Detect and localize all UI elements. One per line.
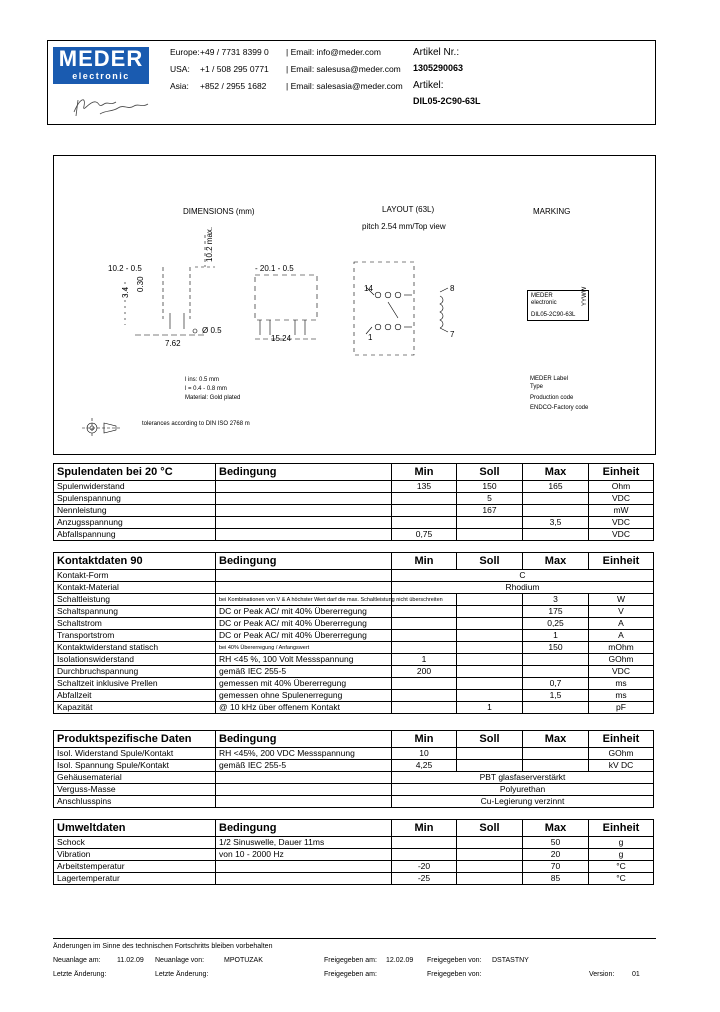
max-cell: 3 xyxy=(523,594,589,606)
dim-label: 7.62 xyxy=(165,339,181,348)
condition-cell xyxy=(216,861,392,873)
table-row xyxy=(54,642,654,654)
umweltdaten-table xyxy=(53,819,654,885)
table-row xyxy=(54,582,654,594)
dimensions-title: DIMENSIONS (mm) xyxy=(183,207,255,216)
neuanlage-label: Neuanlage am: xyxy=(53,957,101,964)
param-cell: Anzugsspannung xyxy=(54,517,216,529)
contact-email[interactable]: | Email: salesasia@meder.com xyxy=(286,81,403,91)
condition-cell: gemäß IEC 255-5 xyxy=(216,760,392,772)
max-cell xyxy=(523,493,589,505)
max-cell: 20 xyxy=(523,849,589,861)
slogan-signature-icon xyxy=(70,90,150,120)
min-cell xyxy=(392,849,457,861)
condition-cell xyxy=(216,481,392,493)
marking-legend: ENDCO-Factory code xyxy=(530,405,589,411)
max-cell xyxy=(523,702,589,714)
unit-cell: ms xyxy=(589,690,654,702)
min-cell xyxy=(392,702,457,714)
produktdaten-table xyxy=(53,730,654,808)
param-cell: Arbeitstemperatur xyxy=(54,861,216,873)
unit-cell: GOhm xyxy=(589,654,654,666)
column-header: Soll xyxy=(457,464,523,481)
pin-label: 14 xyxy=(364,284,373,293)
min-cell xyxy=(392,837,457,849)
unit-cell: VDC xyxy=(589,517,654,529)
table-row xyxy=(54,784,654,796)
version-value: 01 xyxy=(632,971,640,978)
contact-email[interactable]: | Email: salesusa@meder.com xyxy=(286,64,401,74)
param-cell: Vibration xyxy=(54,849,216,861)
value-cell: PBT glasfaserverstärkt xyxy=(392,772,654,784)
unit-cell: mW xyxy=(589,505,654,517)
max-cell: 1,5 xyxy=(523,690,589,702)
layout-title: LAYOUT (63L) xyxy=(382,205,435,214)
condition-cell: DC or Peak AC/ mit 40% Übererregung xyxy=(216,606,392,618)
table-row xyxy=(54,666,654,678)
min-cell xyxy=(392,493,457,505)
dim-label: 3.4 xyxy=(121,286,130,298)
unit-cell: g xyxy=(589,849,654,861)
condition-cell xyxy=(216,517,392,529)
pin-label: 8 xyxy=(450,284,455,293)
column-header: Bedingung xyxy=(216,731,392,748)
max-cell xyxy=(523,654,589,666)
column-header: Max xyxy=(523,553,589,570)
dim-label: 10.2 - 0.5 xyxy=(108,264,142,273)
max-cell: 1 xyxy=(523,630,589,642)
condition-cell: DC or Peak AC/ mit 40% Übererregung xyxy=(216,630,392,642)
column-header: Min xyxy=(392,731,457,748)
param-cell: Transportstrom xyxy=(54,630,216,642)
condition-cell: bei Kombinationen von V & A höchster Wert darf die max. Schaltleistung nicht überschreiten xyxy=(216,594,392,606)
column-header: Bedingung xyxy=(216,820,392,837)
column-header: Min xyxy=(392,553,457,570)
table-row xyxy=(54,796,654,808)
param-cell: Isol. Widerstand Spule/Kontakt xyxy=(54,748,216,760)
condition-cell: bei 40% Übererregung / Anfangswert xyxy=(216,642,392,654)
contact-email[interactable]: | Email: info@meder.com xyxy=(286,47,381,57)
layout-subtitle: pitch 2.54 mm/Top view xyxy=(362,222,446,231)
logo-text: MEDER xyxy=(58,46,144,71)
max-cell: 175 xyxy=(523,606,589,618)
max-cell: 85 xyxy=(523,873,589,885)
param-cell: Lagertemperatur xyxy=(54,873,216,885)
min-cell xyxy=(392,678,457,690)
column-header: Max xyxy=(523,464,589,481)
table-row xyxy=(54,505,654,517)
spulendaten-table xyxy=(53,463,654,541)
column-header: Max xyxy=(523,731,589,748)
version-label: Version: xyxy=(589,971,615,978)
min-cell xyxy=(392,630,457,642)
min-cell: -20 xyxy=(392,861,457,873)
dim-label: Ø 0.5 xyxy=(202,326,222,335)
marking-title: MARKING xyxy=(533,207,571,216)
table-row xyxy=(54,873,654,885)
table-row xyxy=(54,678,654,690)
projection-symbol-icon xyxy=(82,418,122,438)
table-row xyxy=(54,654,654,666)
min-cell: 4,25 xyxy=(392,760,457,772)
meder-logo xyxy=(53,47,149,84)
max-cell xyxy=(523,748,589,760)
condition-cell xyxy=(216,873,392,885)
table-row xyxy=(54,606,654,618)
max-cell: 0,25 xyxy=(523,618,589,630)
min-cell: 10 xyxy=(392,748,457,760)
min-cell xyxy=(392,690,457,702)
condition-cell xyxy=(216,570,392,582)
param-cell: Gehäusematerial xyxy=(54,772,216,784)
unit-cell: A xyxy=(589,618,654,630)
marking-line: DIL05-2C90-63L xyxy=(531,312,576,318)
condition-cell: gemessen mit 40% Übererregung xyxy=(216,678,392,690)
max-cell xyxy=(523,505,589,517)
soll-cell xyxy=(457,642,523,654)
param-cell: Kontakt-Form xyxy=(54,570,216,582)
condition-cell xyxy=(216,582,392,594)
soll-cell: 150 xyxy=(457,481,523,493)
table-row xyxy=(54,760,654,772)
condition-cell: RH <45%, 200 VDC Messspannung xyxy=(216,748,392,760)
letzte-freigegeben-label: Freigegeben am: xyxy=(324,971,377,978)
dim-label: 10.2 max. xyxy=(205,226,214,262)
neuanlage-von: MPOTUZAK xyxy=(224,957,263,964)
unit-cell: kV DC xyxy=(589,760,654,772)
param-cell: Schaltleistung xyxy=(54,594,216,606)
footer-note: Änderungen im Sinne des technischen Fortschritts bleiben vorbehalten xyxy=(53,943,273,950)
param-cell: Abfallzeit xyxy=(54,690,216,702)
soll-cell xyxy=(457,849,523,861)
value-cell: Polyurethan xyxy=(392,784,654,796)
param-cell: Nennleistung xyxy=(54,505,216,517)
min-cell: 1 xyxy=(392,654,457,666)
pin-label: 1 xyxy=(368,333,373,342)
unit-cell: pF xyxy=(589,702,654,714)
unit-cell: VDC xyxy=(589,493,654,505)
contact-phone: +852 / 2955 1682 xyxy=(200,81,267,91)
param-cell: Schaltstrom xyxy=(54,618,216,630)
soll-cell xyxy=(457,654,523,666)
table-row xyxy=(54,529,654,541)
marking-legend: Production code xyxy=(530,395,574,401)
soll-cell xyxy=(457,630,523,642)
drawing-note: l = 0.4 - 0.8 mm xyxy=(185,386,227,392)
table-row xyxy=(54,481,654,493)
footer-divider xyxy=(53,938,656,939)
soll-cell xyxy=(457,666,523,678)
table-title: Kontaktdaten 90 xyxy=(54,553,216,570)
max-cell: 150 xyxy=(523,642,589,654)
max-cell: 50 xyxy=(523,837,589,849)
table-row xyxy=(54,618,654,630)
condition-cell xyxy=(216,493,392,505)
freigegeben-label: Freigegeben am: xyxy=(324,957,377,964)
soll-cell xyxy=(457,760,523,772)
min-cell: 0,75 xyxy=(392,529,457,541)
min-cell xyxy=(392,642,457,654)
artikel-label: Artikel: xyxy=(413,80,444,91)
condition-cell: RH <45 %, 100 Volt Messspannung xyxy=(216,654,392,666)
unit-cell: Ohm xyxy=(589,481,654,493)
freigegeben-von: DSTASTNY xyxy=(492,957,529,964)
min-cell: -25 xyxy=(392,873,457,885)
contact-region: USA: xyxy=(170,64,190,74)
marking-side: YYWW xyxy=(582,286,588,306)
max-cell xyxy=(523,529,589,541)
max-cell: 0,7 xyxy=(523,678,589,690)
column-header: Einheit xyxy=(589,820,654,837)
min-cell xyxy=(392,505,457,517)
artikel-nr-value: 1305290063 xyxy=(413,63,464,73)
table-header-row xyxy=(54,464,654,481)
min-cell: 200 xyxy=(392,666,457,678)
letzte-aenderung-von-label: Letzte Änderung: xyxy=(155,971,209,978)
unit-cell: °C xyxy=(589,873,654,885)
max-cell: 3,5 xyxy=(523,517,589,529)
table-row xyxy=(54,861,654,873)
table-header-row xyxy=(54,731,654,748)
table-row xyxy=(54,772,654,784)
value-cell: Cu-Legierung verzinnt xyxy=(392,796,654,808)
column-header: Einheit xyxy=(589,731,654,748)
condition-cell: gemessen ohne Spulenerregung xyxy=(216,690,392,702)
soll-cell xyxy=(457,837,523,849)
unit-cell: ms xyxy=(589,678,654,690)
unit-cell: °C xyxy=(589,861,654,873)
condition-cell xyxy=(216,772,392,784)
min-cell xyxy=(392,618,457,630)
unit-cell: VDC xyxy=(589,666,654,678)
contact-region: Asia: xyxy=(170,81,189,91)
dim-label: - 20.1 - 0.5 xyxy=(255,264,294,273)
param-cell: Spulenspannung xyxy=(54,493,216,505)
table-row xyxy=(54,630,654,642)
min-cell xyxy=(392,606,457,618)
soll-cell: 167 xyxy=(457,505,523,517)
table-header-row xyxy=(54,820,654,837)
param-cell: Anschlusspins xyxy=(54,796,216,808)
freigegeben-date: 12.02.09 xyxy=(386,957,414,964)
contact-phone: +49 / 7731 8399 0 xyxy=(200,47,269,57)
soll-cell xyxy=(457,529,523,541)
marking-line: MEDER xyxy=(531,293,553,299)
unit-cell: A xyxy=(589,630,654,642)
column-header: Soll xyxy=(457,820,523,837)
unit-cell: mOhm xyxy=(589,642,654,654)
table-row xyxy=(54,570,654,582)
soll-cell xyxy=(457,517,523,529)
neuanlage-von-label: Neuanlage von: xyxy=(155,957,205,964)
soll-cell xyxy=(457,690,523,702)
marking-line: electronic xyxy=(531,300,557,306)
value-cell: C xyxy=(392,570,654,582)
unit-cell: GOhm xyxy=(589,748,654,760)
artikel-value: DIL05-2C90-63L xyxy=(413,96,481,106)
condition-cell xyxy=(216,784,392,796)
unit-cell: W xyxy=(589,594,654,606)
condition-cell: DC or Peak AC/ mit 40% Übererregung xyxy=(216,618,392,630)
marking-legend: Type xyxy=(530,384,544,390)
soll-cell: 5 xyxy=(457,493,523,505)
table-row xyxy=(54,748,654,760)
column-header: Einheit xyxy=(589,553,654,570)
unit-cell: g xyxy=(589,837,654,849)
param-cell: Schaltspannung xyxy=(54,606,216,618)
condition-cell: @ 10 kHz über offenem Kontakt xyxy=(216,702,392,714)
layout-schematic xyxy=(352,256,467,361)
artikel-nr-label: Artikel Nr.: xyxy=(413,47,460,58)
param-cell: Isolationswiderstand xyxy=(54,654,216,666)
unit-cell: V xyxy=(589,606,654,618)
dim-label: 15.24 xyxy=(271,334,292,343)
table-row xyxy=(54,702,654,714)
table-title: Produktspezifische Daten xyxy=(54,731,216,748)
param-cell: Kontaktwiderstand statisch xyxy=(54,642,216,654)
letzte-freigegeben-von-label: Freigegeben von: xyxy=(427,971,482,978)
drawing-note: l ins: 0.5 mm xyxy=(185,377,220,383)
param-cell: Durchbruchspannung xyxy=(54,666,216,678)
param-cell: Verguss-Masse xyxy=(54,784,216,796)
min-cell: 135 xyxy=(392,481,457,493)
column-header: Min xyxy=(392,464,457,481)
logo-subtext: electronic xyxy=(72,71,130,81)
drawing-note: Material: Gold plated xyxy=(185,395,241,401)
column-header: Min xyxy=(392,820,457,837)
min-cell xyxy=(392,517,457,529)
freigegeben-von-label: Freigegeben von: xyxy=(427,957,482,964)
table-row xyxy=(54,493,654,505)
condition-cell xyxy=(216,529,392,541)
condition-cell: 1/2 Sinuswelle, Dauer 11ms xyxy=(216,837,392,849)
param-cell: Abfallspannung xyxy=(54,529,216,541)
dim-label: 0.30 xyxy=(136,276,145,292)
soll-cell xyxy=(457,606,523,618)
table-row xyxy=(54,849,654,861)
contact-region: Europe: xyxy=(170,47,200,57)
pin-label: 7 xyxy=(450,330,455,339)
table-row xyxy=(54,517,654,529)
value-cell: Rhodium xyxy=(392,582,654,594)
param-cell: Schaltzeit inklusive Prellen xyxy=(54,678,216,690)
condition-cell: von 10 - 2000 Hz xyxy=(216,849,392,861)
soll-cell xyxy=(457,748,523,760)
param-cell: Spulenwiderstand xyxy=(54,481,216,493)
tolerance-note: tolerances according to DIN ISO 2768 m xyxy=(142,421,250,427)
column-header: Bedingung xyxy=(216,553,392,570)
soll-cell xyxy=(457,594,523,606)
param-cell: Isol. Spannung Spule/Kontakt xyxy=(54,760,216,772)
condition-cell: gemäß IEC 255-5 xyxy=(216,666,392,678)
param-cell: Kontakt-Material xyxy=(54,582,216,594)
table-header-row xyxy=(54,553,654,570)
unit-cell: VDC xyxy=(589,529,654,541)
table-row xyxy=(54,837,654,849)
column-header: Max xyxy=(523,820,589,837)
condition-cell xyxy=(216,505,392,517)
max-cell: 70 xyxy=(523,861,589,873)
marking-legend: MEDER Label xyxy=(530,376,569,382)
max-cell xyxy=(523,666,589,678)
column-header: Soll xyxy=(457,731,523,748)
column-header: Bedingung xyxy=(216,464,392,481)
table-row xyxy=(54,594,654,606)
column-header: Einheit xyxy=(589,464,654,481)
column-header: Soll xyxy=(457,553,523,570)
soll-cell xyxy=(457,873,523,885)
table-title: Spulendaten bei 20 °C xyxy=(54,464,216,481)
max-cell xyxy=(523,760,589,772)
soll-cell xyxy=(457,678,523,690)
max-cell: 165 xyxy=(523,481,589,493)
table-title: Umweltdaten xyxy=(54,820,216,837)
param-cell: Kapazität xyxy=(54,702,216,714)
contact-phone: +1 / 508 295 0771 xyxy=(200,64,269,74)
kontaktdaten-table xyxy=(53,552,654,714)
neuanlage-date: 11.02.09 xyxy=(117,957,144,964)
soll-cell xyxy=(457,861,523,873)
param-cell: Schock xyxy=(54,837,216,849)
soll-cell: 1 xyxy=(457,702,523,714)
condition-cell xyxy=(216,796,392,808)
letzte-aenderung-label: Letzte Änderung: xyxy=(53,971,107,978)
table-row xyxy=(54,690,654,702)
soll-cell xyxy=(457,618,523,630)
